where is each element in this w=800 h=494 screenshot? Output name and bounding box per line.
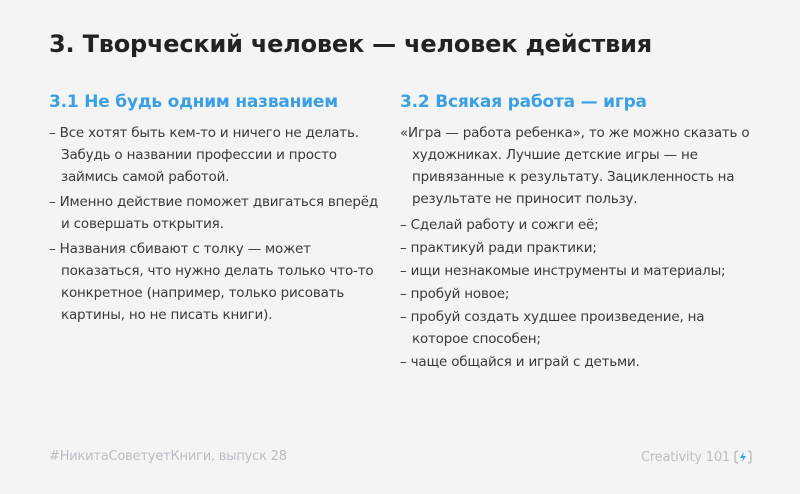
list-item: – пробуй создать худшее произведение, на которое способен; xyxy=(400,309,705,347)
right-heading: 3.2 Всякая работа — игра xyxy=(400,92,647,112)
list-item: – Сделай работу и сожги её; xyxy=(400,217,599,233)
list-item: – Именно действие поможет двигаться вперёд и совершать открытия. xyxy=(49,194,378,232)
footer-brand xyxy=(641,449,752,465)
page-title: 3. Творческий человек — человек действия xyxy=(49,30,652,58)
left-list xyxy=(49,122,379,326)
list-item: – пробуй новое; xyxy=(400,286,510,302)
footer-hashtag: #НикитаСоветуетКниги, выпуск 28 xyxy=(49,449,287,464)
left-heading: 3.1 Не будь одним названием xyxy=(49,92,338,112)
list-item: – ищи незнакомые инструменты и материалы; xyxy=(400,263,726,279)
right-column xyxy=(400,92,760,374)
list-item: – Названия сбивают с толку — может показаться, что нужно делать только что-то конкретное (например, только рисовать картины, но не писать книги). xyxy=(49,241,374,323)
left-column xyxy=(49,92,379,329)
footer-brand-label: Creativity 101 xyxy=(640,449,730,465)
bolt-icon xyxy=(734,449,752,465)
right-list xyxy=(400,214,760,373)
list-item: – Все хотят быть кем-то и ничего не делать. Забудь о названии профессии и просто займись самой работой. xyxy=(49,125,359,185)
right-intro: «Игра — работа ребенка», то же можно сказать о художниках. Лучшие детские игры — не привязанные к результату. Зацикленность на результате не приносит пользу. xyxy=(400,125,750,207)
list-item: – практикуй ради практики; xyxy=(400,240,597,256)
list-item: – чаще общайся и играй с детьми. xyxy=(400,354,640,370)
